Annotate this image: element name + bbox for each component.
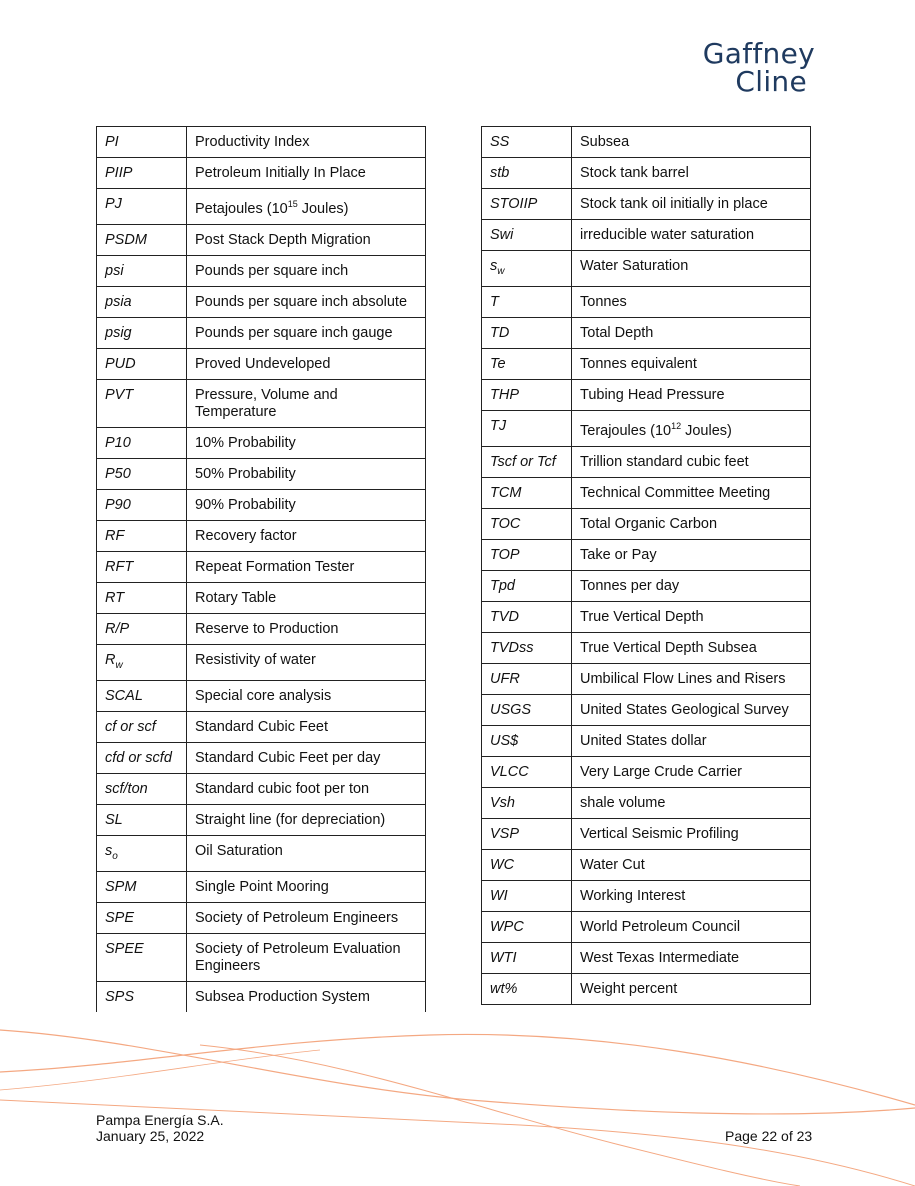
term-text: Te xyxy=(490,355,506,372)
abbreviation-term xyxy=(482,539,572,570)
definition-text: Repeat Formation Tester xyxy=(195,558,355,575)
abbreviation-definition xyxy=(187,644,426,680)
table-row xyxy=(482,317,811,348)
definition-text: 10% Probability xyxy=(195,434,296,451)
table-row xyxy=(97,902,426,933)
term-text: TOP xyxy=(490,546,520,563)
abbreviation-definition xyxy=(187,711,426,742)
term-text: RFT xyxy=(105,558,134,575)
term-text: scf/ton xyxy=(105,780,148,797)
term-text: SS xyxy=(490,134,510,150)
abbreviation-term xyxy=(97,286,187,317)
abbreviation-definition xyxy=(572,158,811,189)
table-row xyxy=(97,520,426,551)
abbreviation-term xyxy=(97,348,187,379)
abbreviation-definition xyxy=(187,458,426,489)
abbreviation-definition xyxy=(572,725,811,756)
definition-text: Proved Undeveloped xyxy=(195,355,331,372)
abbreviation-definition xyxy=(187,379,426,427)
abbreviation-definition xyxy=(187,489,426,520)
abbreviation-term xyxy=(97,427,187,458)
abbreviation-term xyxy=(482,911,572,942)
abbreviation-definition xyxy=(572,911,811,942)
abbreviation-definition xyxy=(572,787,811,818)
footer-company-block xyxy=(96,1112,224,1144)
definition-text: Subsea xyxy=(580,134,630,150)
definition-text: Tonnes xyxy=(580,293,627,310)
term-text: s xyxy=(490,258,498,274)
definition-text: Petroleum Initially In Place xyxy=(195,165,366,181)
table-row xyxy=(482,477,811,508)
abbreviation-term xyxy=(482,189,572,220)
table-row xyxy=(482,127,811,158)
term-text: SCAL xyxy=(105,687,143,704)
definition-text: Oil Saturation xyxy=(195,842,283,859)
abbreviation-definition xyxy=(187,871,426,902)
logo-line-1: Gaffney xyxy=(702,37,815,70)
table-row xyxy=(97,711,426,742)
abbreviation-term xyxy=(97,189,187,225)
term-text: P50 xyxy=(105,465,131,482)
term-text: STOIIP xyxy=(490,196,538,212)
table-row xyxy=(482,942,811,973)
term-text: PJ xyxy=(105,196,122,212)
definition-text: Recovery factor xyxy=(195,527,297,544)
abbreviation-term xyxy=(97,317,187,348)
abbreviation-term xyxy=(482,158,572,189)
abbreviation-definition xyxy=(187,981,426,1012)
term-subscript: o xyxy=(112,850,118,862)
term-text: THP xyxy=(490,386,519,403)
abbreviation-term xyxy=(97,711,187,742)
definition-text: Special core analysis xyxy=(195,687,332,704)
term-text: UFR xyxy=(490,670,520,687)
definition-text: World Petroleum Council xyxy=(580,918,741,935)
abbreviation-term xyxy=(482,849,572,880)
table-row xyxy=(97,933,426,981)
definition-text: Water Saturation xyxy=(580,258,689,274)
abbreviation-definition xyxy=(187,835,426,871)
definition-text: Stock tank oil initially in place xyxy=(580,196,768,212)
abbreviation-term xyxy=(97,835,187,871)
abbreviation-term xyxy=(97,458,187,489)
term-text: USGS xyxy=(490,701,532,718)
table-row xyxy=(482,787,811,818)
abbreviation-definition xyxy=(572,570,811,601)
definition-text: Pounds per square inch gauge xyxy=(195,324,393,341)
abbreviation-definition xyxy=(572,477,811,508)
table-row xyxy=(482,911,811,942)
abbreviation-definition xyxy=(572,410,811,446)
table-row xyxy=(482,189,811,220)
table-row xyxy=(482,880,811,911)
table-row xyxy=(97,582,426,613)
definition-text: Technical Committee Meeting xyxy=(580,484,771,501)
table-row xyxy=(482,251,811,287)
table-row xyxy=(97,286,426,317)
abbreviation-definition xyxy=(572,508,811,539)
table-row xyxy=(482,220,811,251)
abbreviation-definition xyxy=(187,933,426,981)
abbreviation-definition xyxy=(572,286,811,317)
table-row xyxy=(97,742,426,773)
definition-superscript: 15 xyxy=(287,199,298,209)
abbreviation-term xyxy=(482,880,572,911)
abbreviation-term xyxy=(97,224,187,255)
definition-text: Single Point Mooring xyxy=(195,878,329,895)
definition-text: Stock tank barrel xyxy=(580,165,689,181)
definition-text: Pounds per square inch xyxy=(195,262,349,279)
term-text: WPC xyxy=(490,918,524,935)
abbreviation-definition xyxy=(572,127,811,158)
definition-text: Straight line (for depreciation) xyxy=(195,811,386,828)
term-text: wt% xyxy=(490,980,518,997)
term-text: T xyxy=(490,293,499,310)
table-row xyxy=(482,818,811,849)
definition-text: True Vertical Depth Subsea xyxy=(580,639,757,656)
table-row xyxy=(482,632,811,663)
abbreviation-term xyxy=(482,756,572,787)
term-text: PSDM xyxy=(105,231,147,248)
table-row xyxy=(97,835,426,871)
definition-text-after: Joules) xyxy=(297,200,349,217)
term-text: Tpd xyxy=(490,577,515,594)
abbreviation-term xyxy=(482,379,572,410)
term-text: TVD xyxy=(490,608,519,625)
abbreviation-term xyxy=(97,933,187,981)
abbreviation-term xyxy=(482,942,572,973)
abbreviation-term xyxy=(482,317,572,348)
abbreviation-definition xyxy=(572,818,811,849)
table-row xyxy=(97,644,426,680)
abbreviation-definition xyxy=(572,663,811,694)
term-text: stb xyxy=(490,165,510,181)
definition-text: Working Interest xyxy=(580,887,686,904)
abbreviation-definition xyxy=(572,601,811,632)
definition-text: Take or Pay xyxy=(580,546,657,563)
abbreviation-term xyxy=(482,477,572,508)
abbreviation-definition xyxy=(572,220,811,251)
abbreviation-term xyxy=(482,127,572,158)
term-text: WC xyxy=(490,856,515,873)
abbreviation-term xyxy=(97,902,187,933)
table-row xyxy=(482,601,811,632)
abbreviation-definition xyxy=(187,680,426,711)
table-row xyxy=(97,551,426,582)
term-subscript: w xyxy=(497,265,505,277)
definition-text: Total Depth xyxy=(580,324,654,341)
abbreviation-term xyxy=(482,251,572,287)
abbreviation-term xyxy=(482,601,572,632)
term-text: Swi xyxy=(490,227,514,243)
term-text: TOC xyxy=(490,515,521,532)
abbreviation-term xyxy=(97,680,187,711)
term-text: R/P xyxy=(105,620,130,637)
term-text: SL xyxy=(105,811,123,828)
term-text: TCM xyxy=(490,484,522,501)
term-text: VSP xyxy=(490,825,520,842)
abbreviation-definition xyxy=(187,742,426,773)
footer-company-name: Pampa Energía S.A. xyxy=(96,1112,224,1128)
term-text: TVDss xyxy=(490,639,534,656)
abbreviation-definition xyxy=(572,348,811,379)
term-text: WI xyxy=(490,887,508,904)
abbreviation-definition xyxy=(572,632,811,663)
abbreviation-definition xyxy=(572,379,811,410)
definition-text: Trillion standard cubic feet xyxy=(580,453,749,470)
abbreviations-table-left xyxy=(96,126,426,1012)
definition-text: Terajoules (10 xyxy=(580,422,672,439)
abbreviation-term xyxy=(482,973,572,1004)
table-row xyxy=(97,458,426,489)
table-row xyxy=(482,410,811,446)
definition-text: Standard Cubic Feet per day xyxy=(195,749,381,766)
abbreviation-term xyxy=(97,489,187,520)
definition-text: Tubing Head Pressure xyxy=(580,386,725,403)
abbreviation-definition xyxy=(187,189,426,225)
term-text: Vsh xyxy=(490,794,515,811)
abbreviation-definition xyxy=(572,694,811,725)
table-row xyxy=(97,871,426,902)
abbreviation-term xyxy=(97,127,187,158)
abbreviation-term xyxy=(482,694,572,725)
abbreviation-term xyxy=(482,446,572,477)
abbreviation-term xyxy=(482,570,572,601)
abbreviation-definition xyxy=(572,756,811,787)
logo-line-2: Cline xyxy=(735,65,807,98)
abbreviation-definition xyxy=(187,317,426,348)
abbreviation-term xyxy=(97,255,187,286)
term-text: US$ xyxy=(490,732,519,749)
definition-text: Tonnes equivalent xyxy=(580,355,697,372)
abbreviation-term xyxy=(482,348,572,379)
table-row xyxy=(97,158,426,189)
table-row xyxy=(482,379,811,410)
definition-text: Subsea Production System xyxy=(195,988,370,1005)
table-row xyxy=(97,317,426,348)
term-text: TJ xyxy=(490,417,507,434)
abbreviation-term xyxy=(482,286,572,317)
definition-text: 90% Probability xyxy=(195,496,296,513)
table-row xyxy=(97,224,426,255)
definition-text: Reserve to Production xyxy=(195,620,339,637)
definition-superscript: 12 xyxy=(671,420,682,431)
table-row xyxy=(97,489,426,520)
term-text: psi xyxy=(105,262,124,279)
definition-text: shale volume xyxy=(580,794,666,811)
abbreviation-definition xyxy=(187,255,426,286)
footer-page-number: Page 22 of 23 xyxy=(725,1128,813,1144)
table-row xyxy=(482,849,811,880)
term-text: SPEE xyxy=(105,940,144,957)
term-text: PI xyxy=(105,134,119,150)
definition-text: Umbilical Flow Lines and Risers xyxy=(580,670,786,687)
abbreviation-definition xyxy=(572,973,811,1004)
abbreviation-term xyxy=(482,663,572,694)
term-text: psig xyxy=(105,324,132,341)
table-row xyxy=(482,446,811,477)
term-text: cf or scf xyxy=(105,718,156,735)
definition-text: True Vertical Depth xyxy=(580,608,704,625)
abbreviation-term xyxy=(482,410,572,446)
table-row xyxy=(97,348,426,379)
abbreviation-term xyxy=(97,158,187,189)
abbreviation-term xyxy=(97,613,187,644)
term-text: PUD xyxy=(105,355,136,372)
definition-text: Pounds per square inch absolute xyxy=(195,293,408,310)
company-logo xyxy=(690,37,815,98)
definition-text-after: Joules) xyxy=(681,422,732,439)
abbreviation-definition xyxy=(572,189,811,220)
table-row xyxy=(97,680,426,711)
definition-text: Society of Petroleum Engineers xyxy=(195,909,399,926)
term-text: Tscf or Tcf xyxy=(490,453,556,470)
table-row xyxy=(482,158,811,189)
definition-text: United States Geological Survey xyxy=(580,701,789,718)
abbreviation-definition xyxy=(187,427,426,458)
term-text: TD xyxy=(490,324,510,341)
abbreviation-term xyxy=(97,871,187,902)
abbreviation-definition xyxy=(572,317,811,348)
table-row xyxy=(482,348,811,379)
table-row xyxy=(97,613,426,644)
definition-text: Water Cut xyxy=(580,856,645,873)
abbreviation-definition xyxy=(187,613,426,644)
table-row xyxy=(482,570,811,601)
abbreviation-definition xyxy=(187,582,426,613)
table-row xyxy=(97,981,426,1012)
definition-text: Vertical Seismic Profiling xyxy=(580,825,739,842)
term-text: P90 xyxy=(105,496,131,513)
abbreviation-term xyxy=(97,644,187,680)
abbreviation-term xyxy=(97,773,187,804)
abbreviation-definition xyxy=(572,849,811,880)
table-row xyxy=(97,427,426,458)
abbreviation-term xyxy=(482,818,572,849)
abbreviation-definition xyxy=(187,348,426,379)
abbreviation-definition xyxy=(187,158,426,189)
table-row xyxy=(97,189,426,225)
table-row xyxy=(482,973,811,1004)
definition-text: Standard Cubic Feet xyxy=(195,718,328,735)
term-text: SPE xyxy=(105,909,135,926)
definition-text: Society of Petroleum Evaluation Engineers xyxy=(195,940,401,974)
definition-text: Productivity Index xyxy=(195,134,310,150)
term-text: WTI xyxy=(490,949,517,966)
definition-text: Resistivity of water xyxy=(195,651,316,668)
abbreviation-term xyxy=(97,582,187,613)
definition-text: Weight percent xyxy=(580,980,678,997)
table-row xyxy=(97,127,426,158)
abbreviation-term xyxy=(482,632,572,663)
table-row xyxy=(482,286,811,317)
table-row xyxy=(482,694,811,725)
table-row xyxy=(482,725,811,756)
term-text: PVT xyxy=(105,386,134,403)
definition-text: Standard cubic foot per ton xyxy=(195,780,370,797)
table-row xyxy=(97,773,426,804)
term-text: VLCC xyxy=(490,763,529,780)
table-row xyxy=(97,255,426,286)
abbreviation-term xyxy=(482,725,572,756)
abbreviation-definition xyxy=(187,520,426,551)
definition-text: Pressure, Volume and Temperature xyxy=(195,386,338,420)
definition-text: Post Stack Depth Migration xyxy=(195,231,371,248)
table-row xyxy=(482,539,811,570)
term-text: P10 xyxy=(105,434,131,451)
term-subscript: w xyxy=(115,659,123,671)
abbreviation-definition xyxy=(187,551,426,582)
table-row xyxy=(482,756,811,787)
term-text: R xyxy=(105,651,116,668)
definition-text: Rotary Table xyxy=(195,589,277,606)
abbreviation-definition xyxy=(187,224,426,255)
abbreviation-term xyxy=(97,804,187,835)
abbreviation-term xyxy=(97,742,187,773)
definition-text: Petajoules (10 xyxy=(195,200,288,217)
term-text: RF xyxy=(105,527,125,544)
abbreviation-definition xyxy=(572,446,811,477)
definition-text: irreducible water saturation xyxy=(580,227,755,243)
table-row xyxy=(482,663,811,694)
abbreviation-term xyxy=(482,508,572,539)
term-text: PIIP xyxy=(105,165,133,181)
abbreviation-definition xyxy=(572,539,811,570)
definition-text: West Texas Intermediate xyxy=(580,949,740,966)
abbreviation-term xyxy=(97,981,187,1012)
abbreviation-definition xyxy=(187,773,426,804)
abbreviation-term xyxy=(97,551,187,582)
abbreviation-definition xyxy=(187,127,426,158)
table-row xyxy=(97,379,426,427)
definition-text: Total Organic Carbon xyxy=(580,515,718,532)
term-text: cfd or scfd xyxy=(105,749,172,766)
abbreviation-term xyxy=(482,787,572,818)
abbreviation-definition xyxy=(572,942,811,973)
abbreviation-definition xyxy=(572,880,811,911)
abbreviation-definition xyxy=(572,251,811,287)
term-text: SPS xyxy=(105,988,135,1005)
abbreviation-definition xyxy=(187,902,426,933)
abbreviation-definition xyxy=(187,804,426,835)
footer-date: January 25, 2022 xyxy=(96,1128,205,1144)
term-text: psia xyxy=(105,293,132,310)
term-text: SPM xyxy=(105,878,137,895)
abbreviation-term xyxy=(97,520,187,551)
term-text: s xyxy=(105,842,113,859)
abbreviation-term xyxy=(97,379,187,427)
definition-text: Tonnes per day xyxy=(580,577,680,594)
abbreviations-table-right xyxy=(481,126,811,1005)
table-row xyxy=(482,508,811,539)
abbreviation-term xyxy=(482,220,572,251)
abbreviation-definition xyxy=(187,286,426,317)
term-text: RT xyxy=(105,589,125,606)
definition-text: United States dollar xyxy=(580,732,707,749)
definition-text: 50% Probability xyxy=(195,465,296,482)
table-row xyxy=(97,804,426,835)
definition-text: Very Large Crude Carrier xyxy=(580,763,742,780)
